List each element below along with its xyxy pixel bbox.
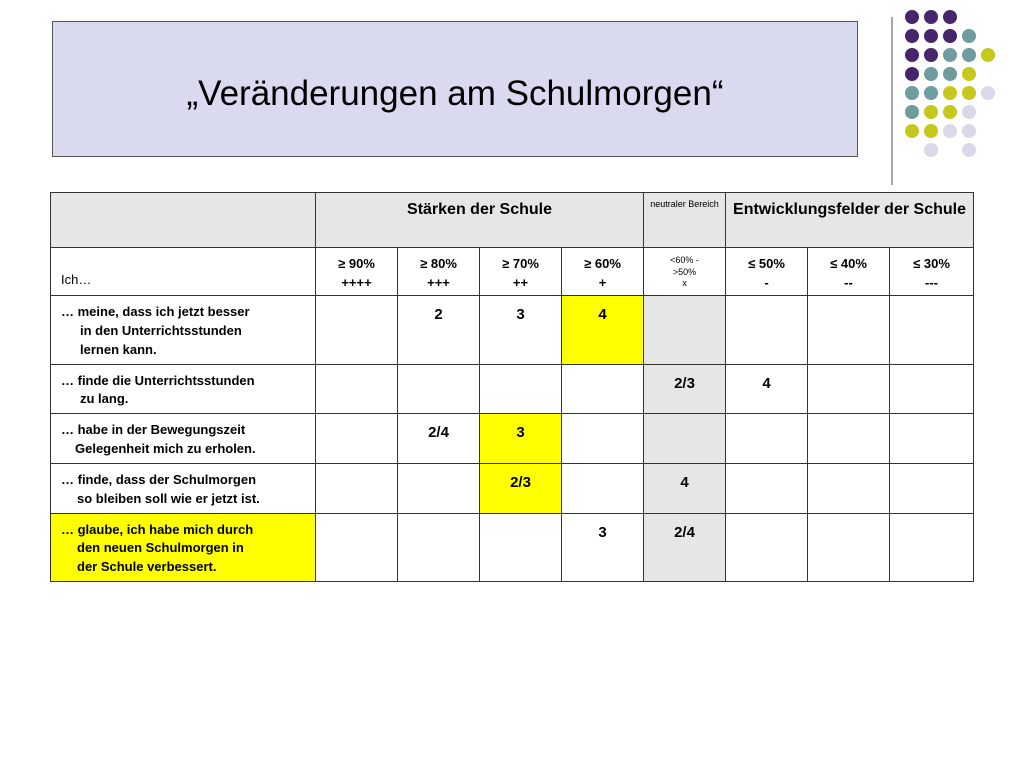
threshold-symbol: x: [682, 278, 687, 289]
threshold-header: [726, 248, 808, 296]
rating-cell: 2/4: [398, 414, 480, 464]
row-label-line: Gelegenheit mich zu erholen.: [75, 441, 256, 457]
decorative-dot: [943, 48, 957, 62]
rating-cell: [890, 364, 974, 414]
rating-cell-highlighted: 4: [562, 296, 644, 365]
rating-cell: [562, 463, 644, 513]
decorative-dot: [943, 86, 957, 100]
row-label-header: Ich…: [51, 248, 316, 296]
decorative-dot: [905, 48, 919, 62]
row-label: [51, 364, 316, 414]
rating-cell: [808, 463, 890, 513]
rating-cell: [890, 296, 974, 365]
decorative-dot: [981, 48, 995, 62]
threshold-header: [808, 248, 890, 296]
threshold-symbol: -: [764, 274, 769, 290]
rating-cell: [726, 296, 808, 365]
threshold-header: [890, 248, 974, 296]
rating-cell-neutral: 2/4: [644, 513, 726, 582]
decorative-dot: [924, 10, 938, 24]
rating-cell: [398, 364, 480, 414]
slide-title: „Veränderungen am Schulmorgen“: [186, 74, 724, 113]
rating-cell: [562, 414, 644, 464]
rating-cell: [316, 463, 398, 513]
threshold-symbol: +: [598, 274, 607, 290]
threshold-header: [398, 248, 480, 296]
rating-cell: [316, 513, 398, 582]
title-box: [52, 21, 858, 157]
rating-cell-highlighted: 3: [480, 414, 562, 464]
row-label-line: den neuen Schulmorgen in: [77, 540, 244, 556]
rating-cell: 4: [726, 364, 808, 414]
rating-cell: [316, 364, 398, 414]
threshold-symbol: ++++: [341, 274, 372, 290]
rating-cell: [890, 513, 974, 582]
decorative-dot: [943, 10, 957, 24]
rating-cell-neutral: 2/3: [644, 364, 726, 414]
row-label-line: … finde, dass der Schulmorgen: [61, 471, 257, 487]
threshold-header-neutral: [644, 248, 726, 296]
row-label-line: zu lang.: [80, 391, 129, 407]
decorative-dot: [943, 124, 957, 138]
rating-cell: [316, 296, 398, 365]
table-row: [51, 463, 974, 513]
row-label-line: … finde die Unterrichtsstunden: [61, 372, 255, 388]
threshold-header: [480, 248, 562, 296]
row-label-line: in den Unterrichtsstunden: [80, 322, 242, 338]
decorative-dot: [962, 86, 976, 100]
decorative-dot: [905, 105, 919, 119]
rating-cell-neutral: [644, 296, 726, 365]
decorative-dot: [962, 105, 976, 119]
rating-cell: [480, 364, 562, 414]
decorative-dot: [905, 10, 919, 24]
decorative-dot: [905, 67, 919, 81]
decorative-dot: [924, 124, 938, 138]
rating-cell: [726, 463, 808, 513]
decorative-dot: [943, 105, 957, 119]
row-label-line: … meine, dass ich jetzt besser: [61, 304, 250, 319]
decorative-dot: [924, 48, 938, 62]
threshold-symbol: ++: [512, 274, 529, 290]
rating-cell: [726, 513, 808, 582]
decorative-dot: [943, 67, 957, 81]
decorative-dot: [924, 105, 938, 119]
rating-cell-highlighted: 2/3: [480, 463, 562, 513]
header-entwicklung: Entwicklungsfelder der Schule: [726, 193, 974, 248]
rating-cell: 3: [562, 513, 644, 582]
survey-table: [50, 192, 974, 582]
threshold-header: [316, 248, 398, 296]
rating-cell: [890, 414, 974, 464]
threshold-pct: ≥ 60%: [584, 256, 621, 271]
rating-cell: [316, 414, 398, 464]
row-label-line: lernen kann.: [80, 341, 157, 357]
rating-cell: [808, 513, 890, 582]
row-label: [51, 296, 316, 365]
decorative-dot: [905, 124, 919, 138]
rating-cell: [398, 463, 480, 513]
table-row: [51, 364, 974, 414]
rating-cell: [808, 414, 890, 464]
decorative-dot-grid: [905, 10, 1015, 170]
rating-cell: [890, 463, 974, 513]
row-label: [51, 463, 316, 513]
decorative-dot: [905, 29, 919, 43]
threshold-header: [562, 248, 644, 296]
table-row: [51, 414, 974, 464]
decorative-dot: [924, 143, 938, 157]
threshold-pct: ≤ 50%: [748, 256, 785, 271]
row-label-line: der Schule verbessert.: [77, 559, 217, 575]
rating-cell-neutral: 4: [644, 463, 726, 513]
decorative-dot: [962, 124, 976, 138]
threshold-pct: ≥ 70%: [502, 256, 539, 271]
header-corner: [51, 193, 316, 248]
threshold-pct: ≥ 90%: [338, 256, 375, 271]
row-label-line: … glaube, ich habe mich durch: [61, 521, 254, 537]
rating-cell: [398, 513, 480, 582]
threshold-pct: ≤ 30%: [913, 256, 950, 271]
rating-cell: [808, 296, 890, 365]
decorative-dot: [981, 86, 995, 100]
rating-cell: [726, 414, 808, 464]
threshold-symbol: +++: [427, 274, 450, 290]
table-row: [51, 296, 974, 365]
decorative-dot: [962, 29, 976, 43]
rating-cell: [808, 364, 890, 414]
decorative-dot: [943, 29, 957, 43]
table-row: [51, 513, 974, 582]
header-neutral: neutraler Bereich: [644, 193, 726, 248]
header-staerken: Stärken der Schule: [316, 193, 644, 248]
row-label: [51, 414, 316, 464]
rating-cell: [562, 364, 644, 414]
threshold-symbol: ---: [925, 274, 939, 290]
decorative-dot: [924, 29, 938, 43]
rating-cell: [480, 513, 562, 582]
rating-cell: 2: [398, 296, 480, 365]
threshold-pct: ≤ 40%: [830, 256, 867, 271]
decorative-dot: [905, 86, 919, 100]
threshold-symbol: --: [844, 274, 853, 290]
rating-cell-neutral: [644, 414, 726, 464]
row-label-line: … habe in der Bewegungszeit: [61, 422, 246, 438]
decorative-dot: [924, 86, 938, 100]
threshold-pct: <60% - >50%: [670, 255, 699, 277]
rating-cell: 3: [480, 296, 562, 365]
row-label-highlighted: [51, 513, 316, 582]
decorative-dot: [962, 67, 976, 81]
row-label-line: so bleiben soll wie er jetzt ist.: [77, 490, 260, 506]
divider-line: [891, 17, 893, 185]
decorative-dot: [962, 143, 976, 157]
decorative-dot: [962, 48, 976, 62]
threshold-pct: ≥ 80%: [420, 256, 457, 271]
decorative-dot: [924, 67, 938, 81]
